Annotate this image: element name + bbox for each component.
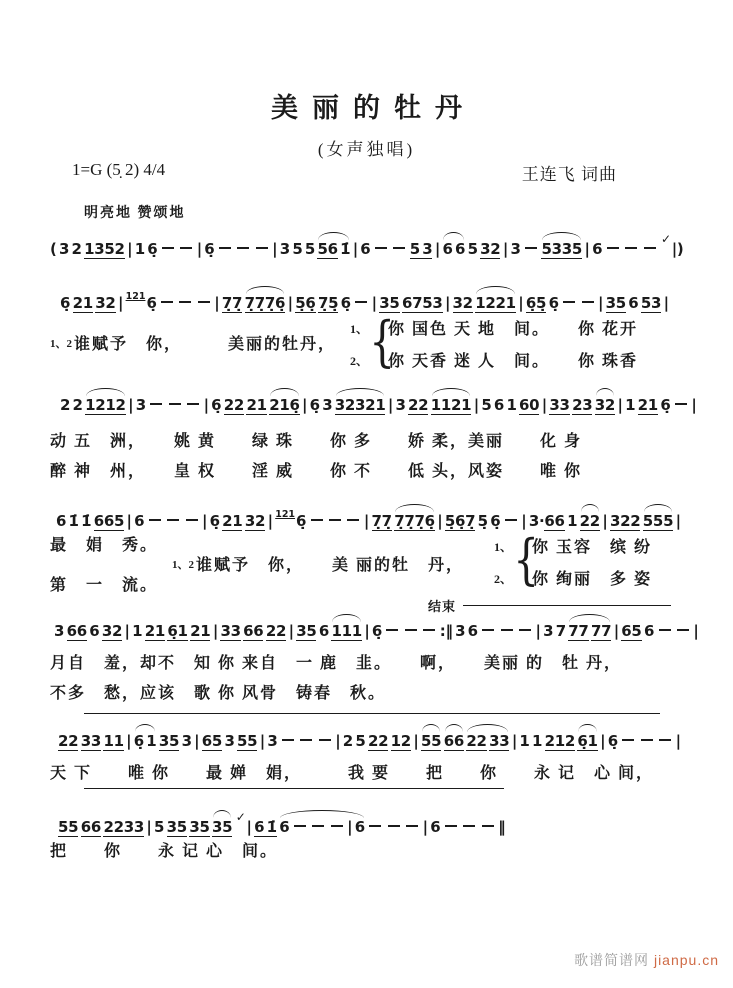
notation-line-3: 2 2 1212 | 3 | 6̣ 22 21 216̣ | 6̣ 3 32321 | 3 22 1121 | 5 6 1 60 | 33 23 32 | 1 21 6̣ | <box>60 396 697 414</box>
verse-1-number: 1、 <box>494 540 513 554</box>
notation-line-4: 6 1̇ 1̇ 665 | 6 | 6̣ 21 32 | $^{121}$6̣ | 7̣7̣ 7̣7̣7̣6̣ | 5̣6̣7̣ 5̣ 6̣ | 3·66 1 22 | 322 555 | <box>56 509 681 530</box>
lyric-line-5-verse-2: 不多 愁，应该 歌 你 风骨 铸春 秋。 <box>50 685 387 702</box>
lyric-line-5-verse-1: 月自 羞，却不 知 你 来自 一 鹿 韭。 啊， 美丽 的 牡 丹， <box>50 655 623 672</box>
notation-line-6: 22 33 11 | 6̣ 1 35 3 | 65 3 55 | 3 | 2 5 22 12 | 55 66 22 33 | 1 1 212 6̣1 | 6̣ | <box>58 732 681 750</box>
verse-2-lyric: 你 天香 迷 人 间。 你 珠香 <box>388 353 639 370</box>
notation-line-7: 55 66 2233 | 5 35 35 35 ✓| 6 1̇ 6 | 6 | 6 ‖ <box>58 810 506 836</box>
watermark-site-name: 歌谱简谱网 <box>574 952 650 968</box>
verse-2-lyric: 你 绚丽 多 姿 <box>532 571 653 588</box>
notation-line-5: 3 66 6 32 | 1 21 6̣1 21 | 33 66 22 | 35 6 111 | 6̣ :‖ 3 6 | 3 7 77 77 | 65 6 | <box>54 622 699 640</box>
watermark-site-url[interactable]: jianpu.cn <box>653 952 719 968</box>
song-subtitle: (女声独唱) <box>317 140 416 159</box>
verse-2-number: 2、 <box>350 354 369 368</box>
lyric-line-6: 天 下 唯 你 最 婵 娟， 我 要 把 你 永 记 心 间， <box>50 765 655 782</box>
lyric-line-4-verse-2-end: 第 一 流。 <box>50 577 159 594</box>
notation-line-2: 6̣ 21 32 | $^{121}$6̣ | 7̣7̣ 7̣7̣7̣6̣ | 5̣6̣ 7̣5̣ 6̣ | 35 6753 | 32 1221 | 6̣5̣ 6̣ | 35 6 53 | <box>60 291 669 312</box>
key-signature: 1=G (5̣ 2) 4/4 <box>72 160 166 179</box>
tempo-marking: 明亮地 赞颂地 <box>84 206 186 221</box>
lyric-line-7: 把 你 永 记 心 间。 <box>50 843 279 860</box>
lyric-line-4-verse-1-end: 最 娟 秀。 <box>50 537 159 554</box>
verse-numbers: 1、2 <box>172 559 194 571</box>
verse-brace: { <box>513 528 540 591</box>
lyric-line-3-verse-2: 醉 神 州， 皇 权 淫 威 你 不 低 头，风姿 唯 你 <box>50 463 583 480</box>
ending-section-label: 结束 <box>428 599 457 614</box>
phrase-line-6 <box>84 713 660 714</box>
verse-brace: { <box>369 310 396 373</box>
watermark <box>574 950 719 970</box>
phrase-line-7 <box>84 788 504 789</box>
song-title: 美丽的牡丹 <box>271 93 476 123</box>
verse-1-lyric: 你 玉容 缤 纷 <box>532 539 653 556</box>
notation-line-1: ( 3 2 1352 | 1 6̣ | 6̣ | 3 5 5 56 1̇ | 6 5 3 | 6 6 5 32 | 3 5335 | 6 ✓|) <box>50 232 684 258</box>
ending-section-line <box>463 605 671 606</box>
verse-2-number: 2、 <box>494 572 513 586</box>
verse-1-lyric: 你 国色 天 地 间。 你 花开 <box>388 321 639 338</box>
composer-credit: 王连飞 词曲 <box>521 165 617 184</box>
lyric-line-2 <box>50 331 336 354</box>
lyric-line-3-verse-1: 动 五 洲， 姚 黄 绿 珠 你 多 娇 柔，美丽 化 身 <box>50 433 583 450</box>
verse-numbers: 1、2 <box>50 338 72 350</box>
lyric-line-4-main <box>172 552 464 575</box>
lyric-text: 谁赋予 你， 美 丽的牡 丹， <box>196 557 465 574</box>
verse-1-number: 1、 <box>350 322 369 336</box>
lyric-text: 谁赋予 你， 美丽的牡丹， <box>74 336 337 353</box>
